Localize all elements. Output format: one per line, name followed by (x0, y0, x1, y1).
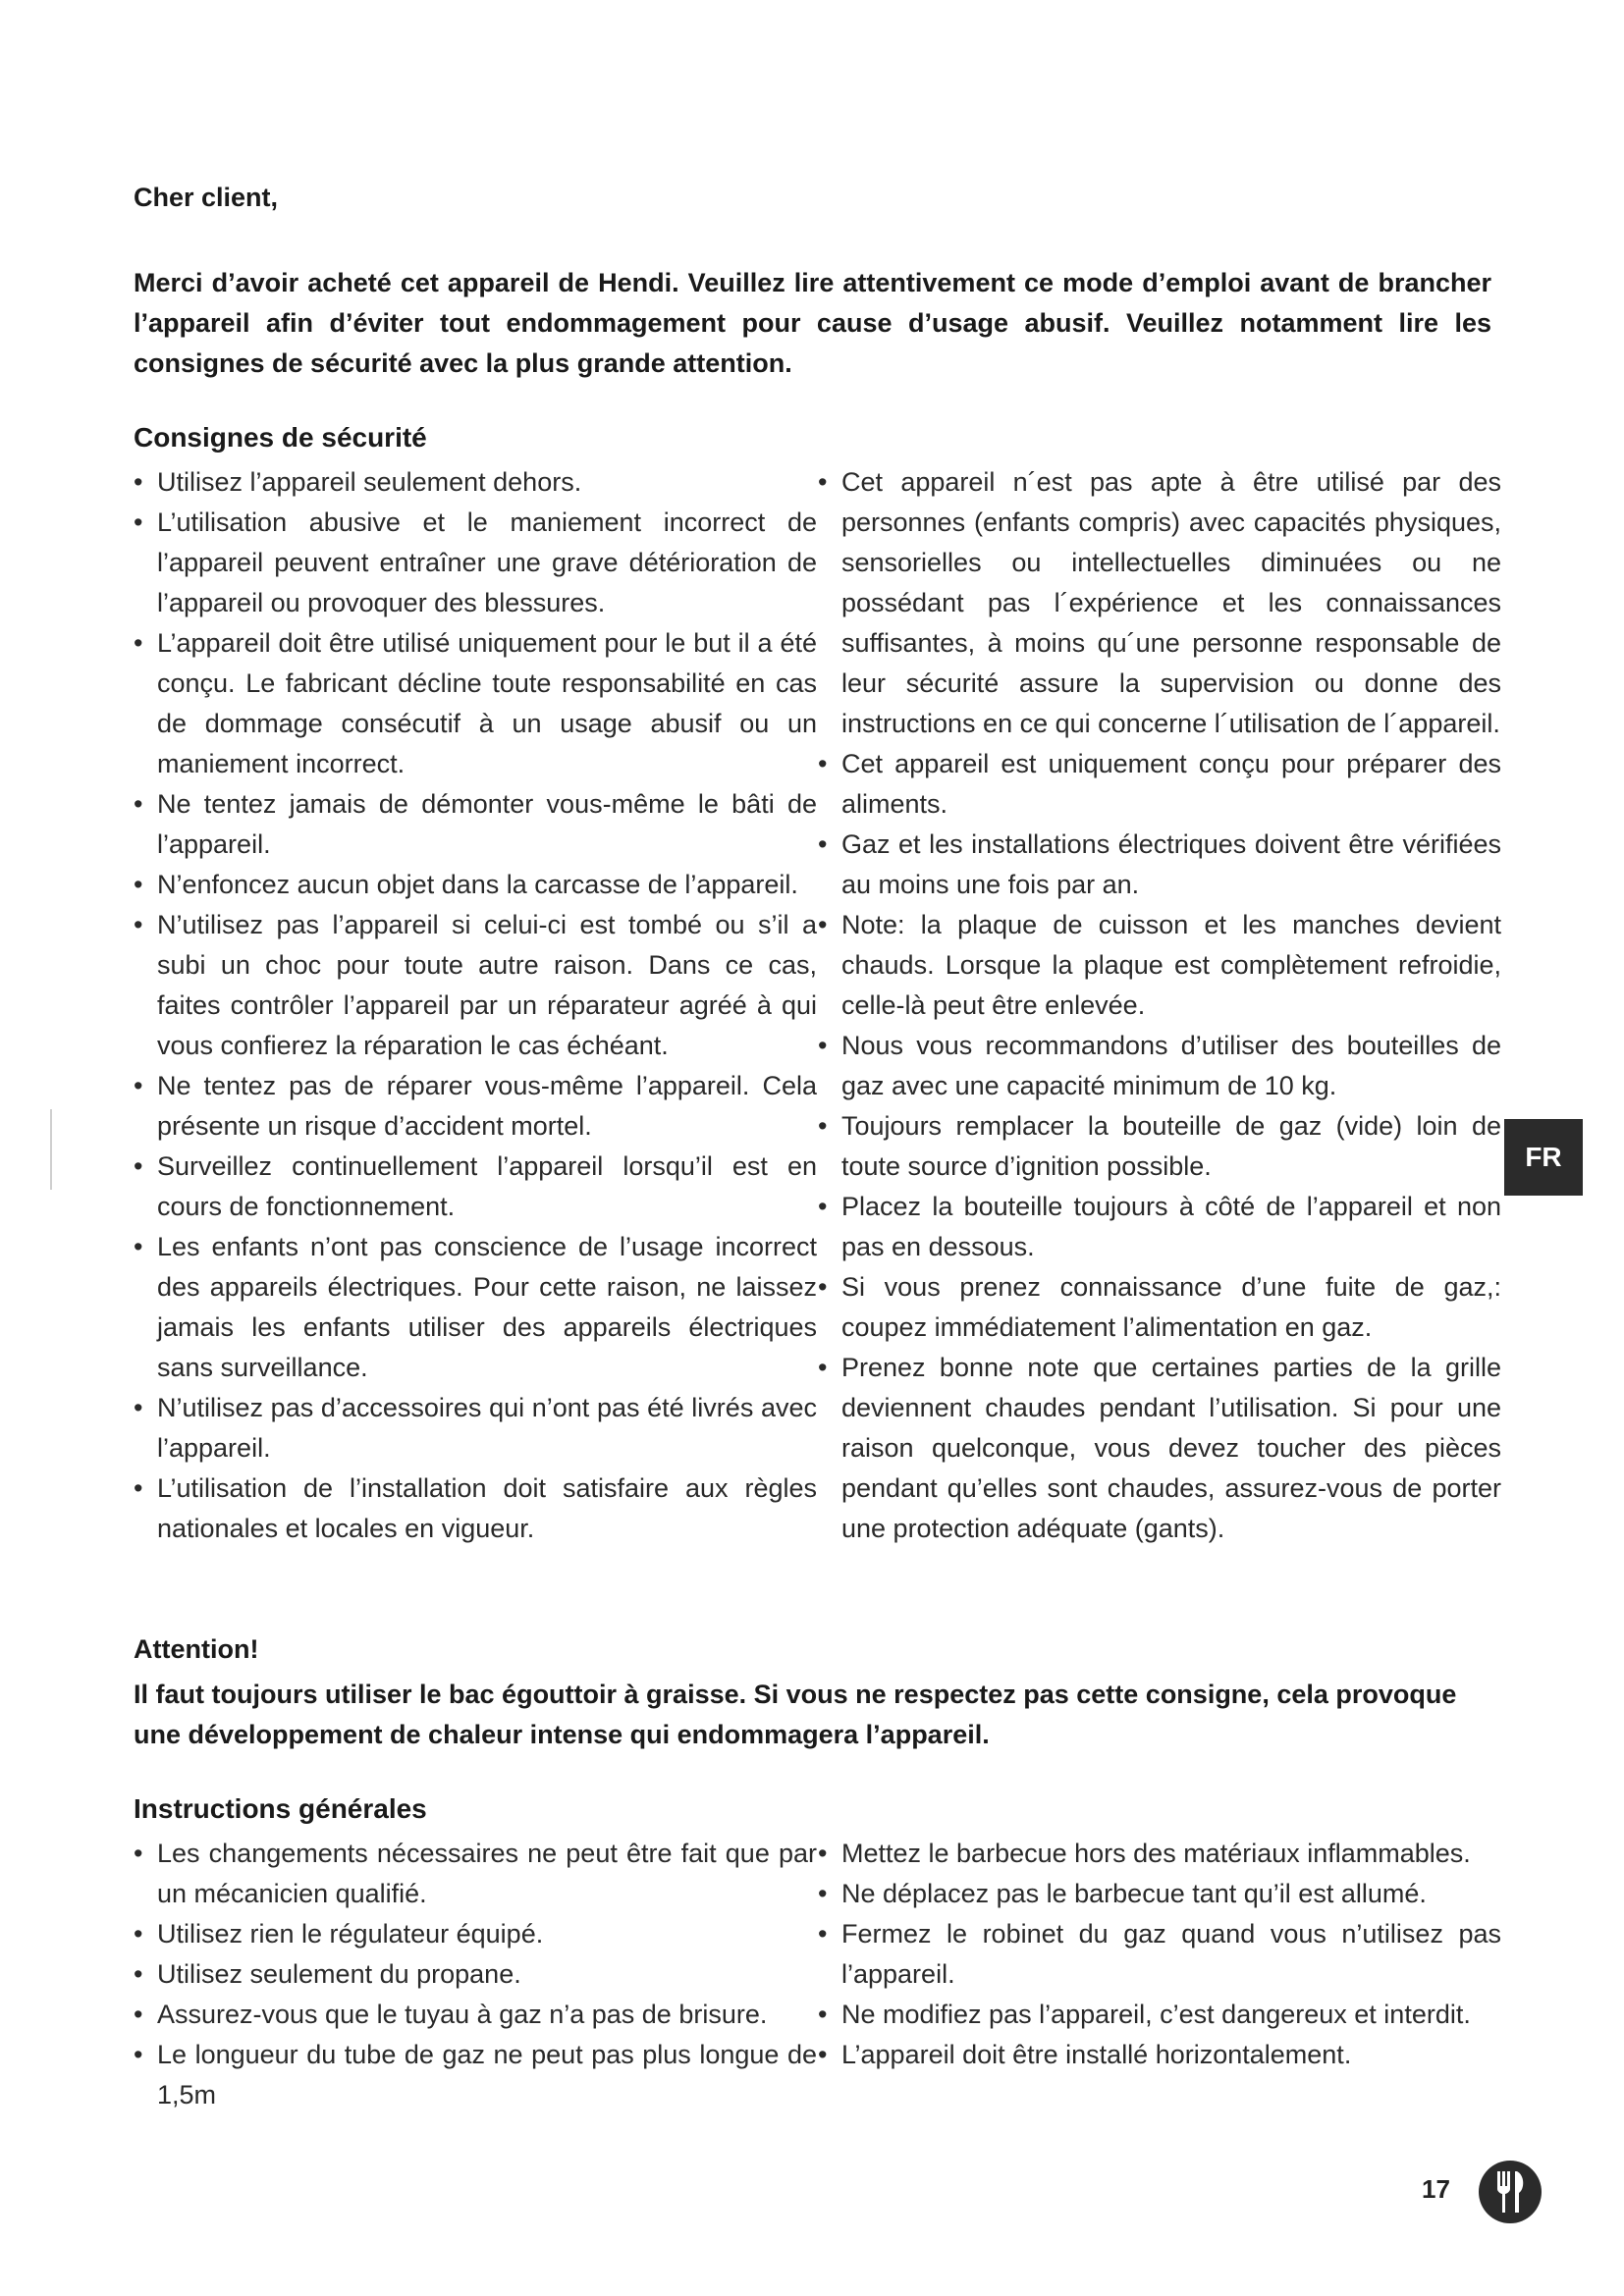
list-item: • Mettez le barbecue hors des matériaux inflammables. (818, 1834, 1501, 1874)
list-item: • Toujours remplacer la bouteille de gaz (vide) loin de toute source d’ignition possible. (818, 1106, 1501, 1187)
safety-heading: Consignes de sécurité (134, 422, 427, 453)
list-item: • L’utilisation abusive et le maniement incorrect de l’appareil peuvent entraîner une grave détérioration de l’appareil ou provoquer des blessures. (134, 503, 817, 623)
intro-paragraph: Merci d’avoir acheté cet appareil de Hendi. Veuillez lire attentivement ce mode d’emploi avant de brancher l’appareil afin d’éviter tout endommagement pour cause d’usage abusif. Veuillez notamment lire les consignes de sécurité avec la plus grande attention. (134, 268, 1491, 378)
list-item: • Cet appareil n´est pas apte à être utilisé par des personnes (enfants compris) avec capacités physiques, sensorielles ou intellectuelles diminuées ou ne possédant pas l´expérience et les connaissances suffisantes, à moins qu´une personne responsable de leur sécurité assure la supervision ou donne des instructions en ce qui concerne l´utilisation de l´appareil. (818, 462, 1501, 744)
list-item: • Gaz et les installations électriques doivent être vérifiées au moins une fois par an. (818, 825, 1501, 905)
safety-right-list (818, 462, 1501, 1549)
list-item: • Le longueur du tube de gaz ne peut pas plus longue de 1,5m (134, 2035, 817, 2115)
list-item: • Ne tentez jamais de démonter vous-même le bâti de l’appareil. (134, 784, 817, 865)
list-item: • N’utilisez pas d’accessoires qui n’ont pas été livrés avec l’appareil. (134, 1388, 817, 1468)
attention-text: Il faut toujours utiliser le bac égouttoir à graisse. Si vous ne respectez pas cette consigne, cela provoque une développement de chaleur intense qui endommagera l’appareil. (134, 1680, 1457, 1749)
list-item: • Utilisez l’appareil seulement dehors. (134, 462, 817, 503)
language-tab: FR (1504, 1119, 1583, 1196)
list-item: • Assurez-vous que le tuyau à gaz n’a pas de brisure. (134, 1995, 817, 2035)
list-item: • L’appareil doit être installé horizontalement. (818, 2035, 1501, 2075)
greeting: Cher client, (134, 183, 279, 212)
list-item: • Fermez le robinet du gaz quand vous n’utilisez pas l’appareil. (818, 1914, 1501, 1995)
list-item: • Prenez bonne note que certaines parties de la grille deviennent chaudes pendant l’utilisation. Si pour une raison quelconque, vous devez toucher des pièces pendant qu’elles sont chaudes, assurez-vous de porter une protection adéquate (gants). (818, 1348, 1501, 1549)
list-item: • Note: la plaque de cuisson et les manches devient chauds. Lorsque la plaque est complètement refroidie, celle-là peut être enlevée. (818, 905, 1501, 1026)
attention-title: Attention! (134, 1634, 259, 1664)
list-item: • Si vous prenez connaissance d’une fuite de gaz,: coupez immédiatement l’alimentation en gaz. (818, 1267, 1501, 1348)
list-item: • Surveillez continuellement l’appareil lorsqu’il est en cours de fonctionnement. (134, 1147, 817, 1227)
list-item: • Placez la bouteille toujours à côté de l’appareil et non pas en dessous. (818, 1187, 1501, 1267)
list-item: • N’utilisez pas l’appareil si celui-ci est tombé ou s’il a subi un choc pour toute autre raison. Dans ce cas, faites contrôler l’appareil par un réparateur agréé à qui vous confierez la réparation le cas échéant. (134, 905, 817, 1066)
general-left-list (134, 1834, 817, 2115)
list-item: • Utilisez rien le régulateur équipé. (134, 1914, 817, 1954)
list-item: • Cet appareil est uniquement conçu pour préparer des aliments. (818, 744, 1501, 825)
list-item: • L’appareil doit être utilisé uniquement pour le but il a été conçu. Le fabricant décline toute responsabilité en cas de dommage consécutif à un usage abusif ou un maniement incorrect. (134, 623, 817, 784)
safety-left-list (134, 462, 817, 1549)
list-item: • Ne déplacez pas le barbecue tant qu’il est allumé. (818, 1874, 1501, 1914)
margin-line (50, 1109, 52, 1190)
list-item: • Utilisez seulement du propane. (134, 1954, 817, 1995)
list-item: • Ne modifiez pas l’appareil, c’est dangereux et interdit. (818, 1995, 1501, 2035)
list-item: • Les changements nécessaires ne peut être fait que par un mécanicien qualifié. (134, 1834, 817, 1914)
list-item: • Ne tentez pas de réparer vous-même l’appareil. Cela présente un risque d’accident mortel. (134, 1066, 817, 1147)
list-item: • Nous vous recommandons d’utiliser des bouteilles de gaz avec une capacité minimum de 10 kg. (818, 1026, 1501, 1106)
cutlery-logo-icon (1478, 2160, 1543, 2224)
list-item: • Les enfants n’ont pas conscience de l’usage incorrect des appareils électriques. Pour cette raison, ne laissez jamais les enfants utiliser des appareils électriques sans surveillance. (134, 1227, 817, 1388)
general-right-list (818, 1834, 1501, 2075)
page-number: 17 (1422, 2174, 1450, 2204)
list-item: • L’utilisation de l’installation doit satisfaire aux règles nationales et locales en vigueur. (134, 1468, 817, 1549)
list-item: • N’enfoncez aucun objet dans la carcasse de l’appareil. (134, 865, 817, 905)
general-heading: Instructions générales (134, 1793, 427, 1824)
